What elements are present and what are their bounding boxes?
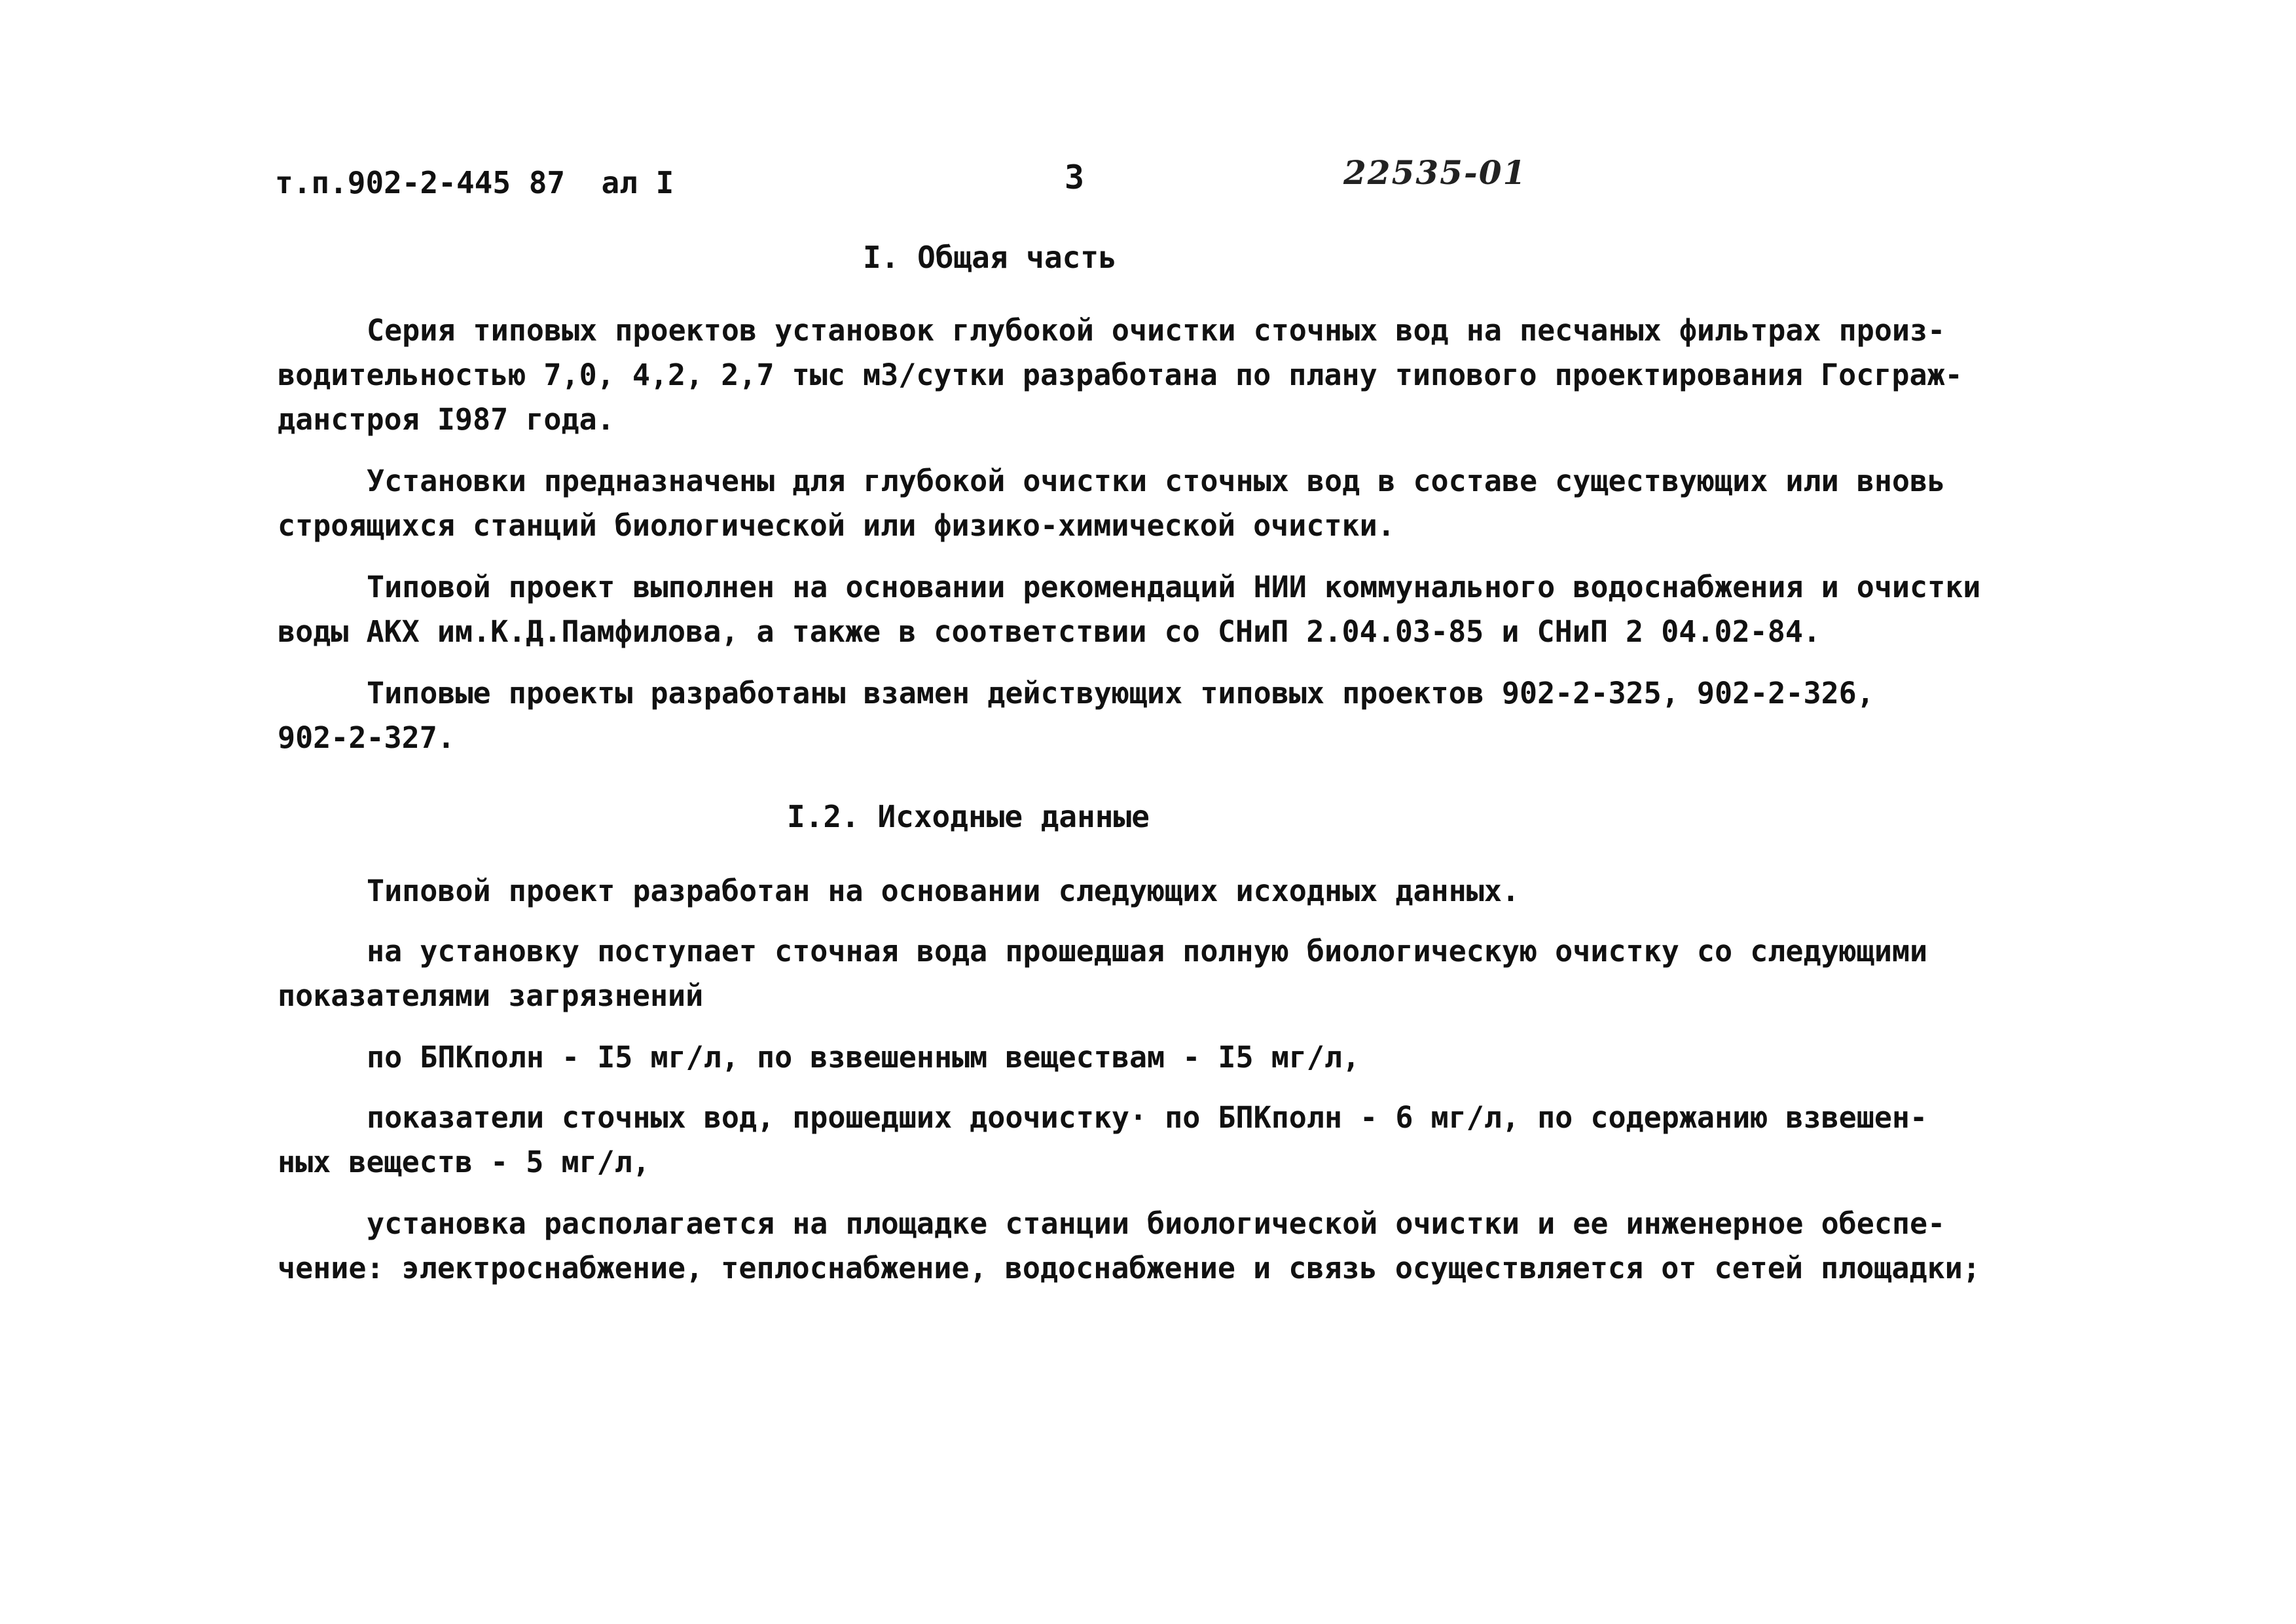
text-line: 902-2-327. xyxy=(278,720,455,755)
text-line: на установку поступает сточная вода прошедшая полную биологическую очистку со следующими xyxy=(367,934,1928,969)
text-line: данстроя I987 года. xyxy=(278,402,615,437)
text-line: ных веществ - 5 мг/л, xyxy=(278,1145,650,1179)
handwritten-number: 22535-01 xyxy=(1343,153,1527,192)
text-line: чение: электроснабжение, теплоснабжение, водоснабжение и связь осуществляется от сетей площадки; xyxy=(278,1251,1980,1285)
text-line: водительностью 7,0, 4,2, 2,7 тыс м3/сутки разработана по плану типового проектирования Госграж- xyxy=(278,358,1963,392)
text-line: Серия типовых проектов установок глубокой очистки сточных вод на песчаных фильтрах произ- xyxy=(367,313,1946,348)
text-line: показатели сточных вод, прошедших доочистку· по БПКполн - 6 мг/л, по содержанию взвешен- xyxy=(367,1100,1928,1135)
text-line: по БПКполн - I5 мг/л, по взвешенным веществам - I5 мг/л, xyxy=(367,1040,1360,1075)
section-heading-input-data: I.2. Исходные данные xyxy=(787,799,1150,834)
document-code: т.п.902-2-445 87 ал I xyxy=(275,165,674,200)
text-line: показателями загрязнений xyxy=(278,978,704,1013)
text-line: воды АКХ им.К.Д.Памфилова, а также в соответствии со СНиП 2.04.03-85 и СНиП 2 04.02-84. xyxy=(278,614,1821,649)
text-line: Типовой проект разработан на основании следующих исходных данных. xyxy=(367,874,1520,908)
text-line: строящихся станций биологической или физико-химической очистки. xyxy=(278,508,1395,543)
text-line: Типовые проекты разработаны взамен действующих типовых проектов 902-2-325, 902-2-326, xyxy=(367,676,1874,710)
text-line: Типовой проект выполнен на основании рекомендаций НИИ коммунального водоснабжения и очистки xyxy=(367,570,1981,604)
page-number: 3 xyxy=(1065,158,1085,196)
text-line: Установки предназначены для глубокой очистки сточных вод в составе существующих или вновь xyxy=(367,464,1946,498)
text-line: установка располагается на площадке станции биологической очистки и ее инженерное обеспе- xyxy=(367,1206,1946,1241)
section-heading-general: I. Общая часть xyxy=(863,240,1117,275)
